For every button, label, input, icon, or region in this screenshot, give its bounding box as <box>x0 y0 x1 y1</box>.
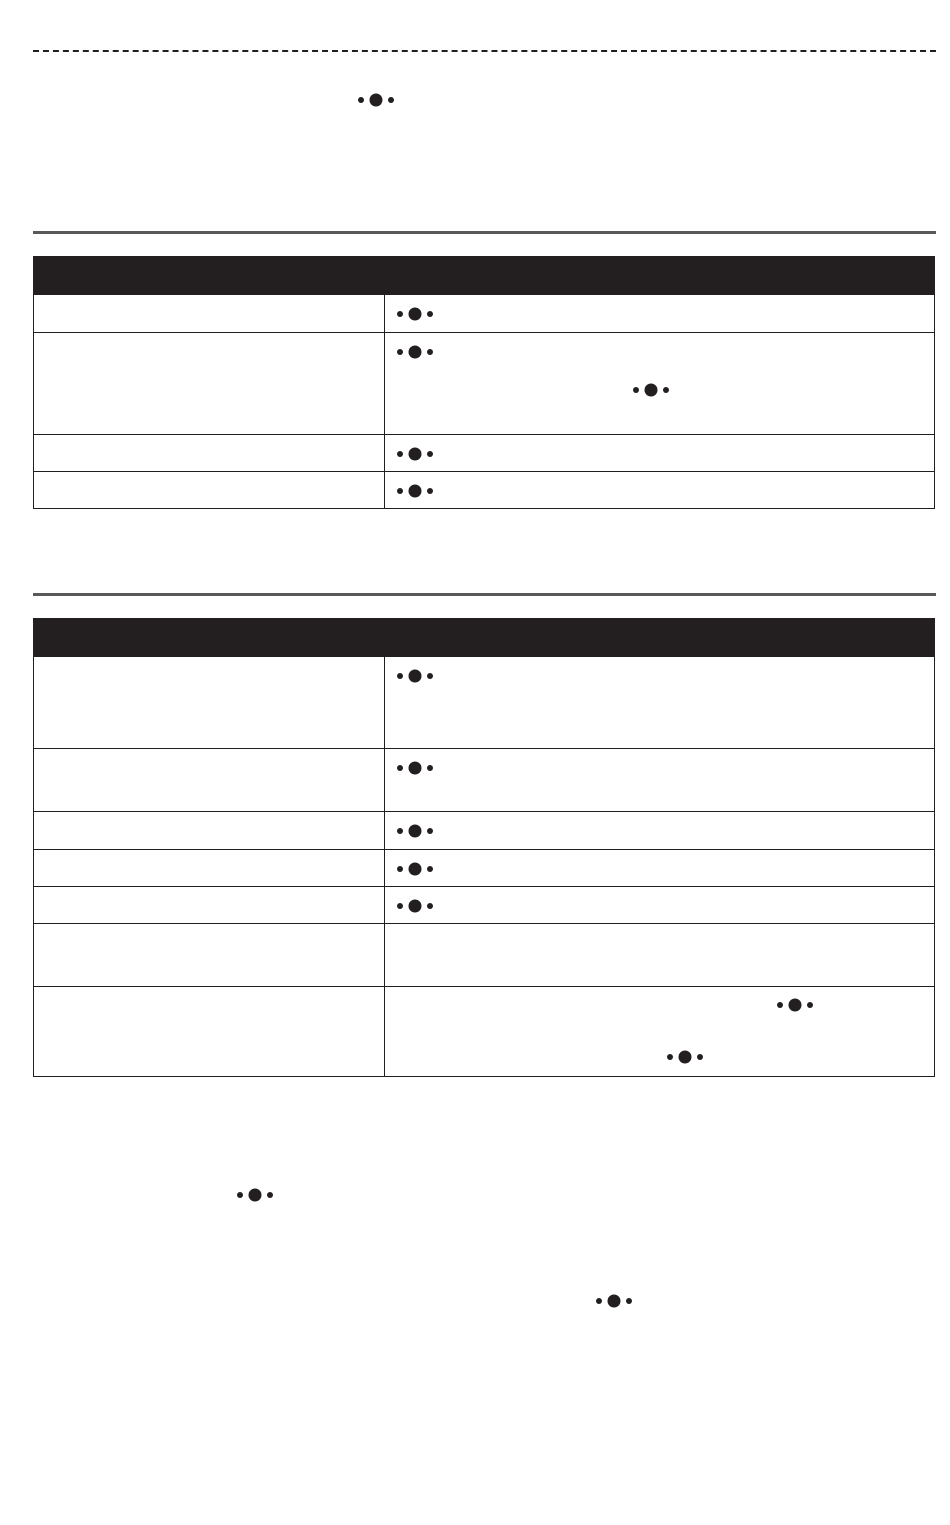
table-cell <box>34 887 385 924</box>
table-row <box>34 333 935 435</box>
table-row <box>34 924 935 987</box>
header-cell <box>34 257 385 295</box>
table-header <box>34 257 935 295</box>
table-2 <box>33 618 935 1077</box>
table-cell <box>34 472 385 509</box>
table-1 <box>33 256 935 509</box>
table-cell <box>34 333 385 435</box>
table-cell <box>385 435 935 472</box>
table-cell <box>34 924 385 987</box>
table-cell <box>385 987 935 1077</box>
table-cell <box>385 850 935 887</box>
table-row <box>34 295 935 333</box>
three-dot-button-icon <box>775 997 815 1013</box>
dashed-divider <box>33 50 936 52</box>
three-dot-button-icon <box>235 1187 275 1203</box>
section-rule-1 <box>33 231 936 234</box>
three-dot-button-icon <box>395 483 435 499</box>
three-dot-button-icon <box>665 1049 705 1065</box>
table-row <box>34 987 935 1077</box>
three-dot-button-icon <box>395 306 435 322</box>
table-cell <box>34 295 385 333</box>
section-rule-2 <box>33 593 936 596</box>
table-cell <box>385 657 935 749</box>
three-dot-button-icon <box>395 446 435 462</box>
three-dot-button-icon <box>395 823 435 839</box>
three-dot-button-icon <box>395 760 435 776</box>
table-cell <box>34 812 385 850</box>
table-cell <box>385 472 935 509</box>
header-cell <box>385 619 935 657</box>
table-row <box>34 657 935 749</box>
three-dot-button-icon <box>395 861 435 877</box>
three-dot-button-icon <box>395 668 435 684</box>
three-dot-button-icon <box>631 382 671 398</box>
table-header <box>34 619 935 657</box>
three-dot-button-icon <box>594 1293 634 1309</box>
table-row <box>34 749 935 812</box>
table-cell <box>385 924 935 987</box>
table-cell <box>34 657 385 749</box>
table-row <box>34 472 935 509</box>
table-cell <box>385 295 935 333</box>
table-cell <box>34 435 385 472</box>
three-dot-button-icon <box>395 898 435 914</box>
three-dot-button-icon <box>395 344 435 360</box>
table-row <box>34 812 935 850</box>
header-cell <box>34 619 385 657</box>
table-cell <box>34 850 385 887</box>
header-cell <box>385 257 935 295</box>
table-cell <box>34 749 385 812</box>
table-row <box>34 850 935 887</box>
table-row <box>34 887 935 924</box>
table-cell <box>385 812 935 850</box>
table-cell <box>34 987 385 1077</box>
table-row <box>34 435 935 472</box>
table-cell <box>385 333 935 435</box>
table-cell <box>385 887 935 924</box>
table-cell <box>385 749 935 812</box>
three-dot-button-icon <box>356 92 396 108</box>
